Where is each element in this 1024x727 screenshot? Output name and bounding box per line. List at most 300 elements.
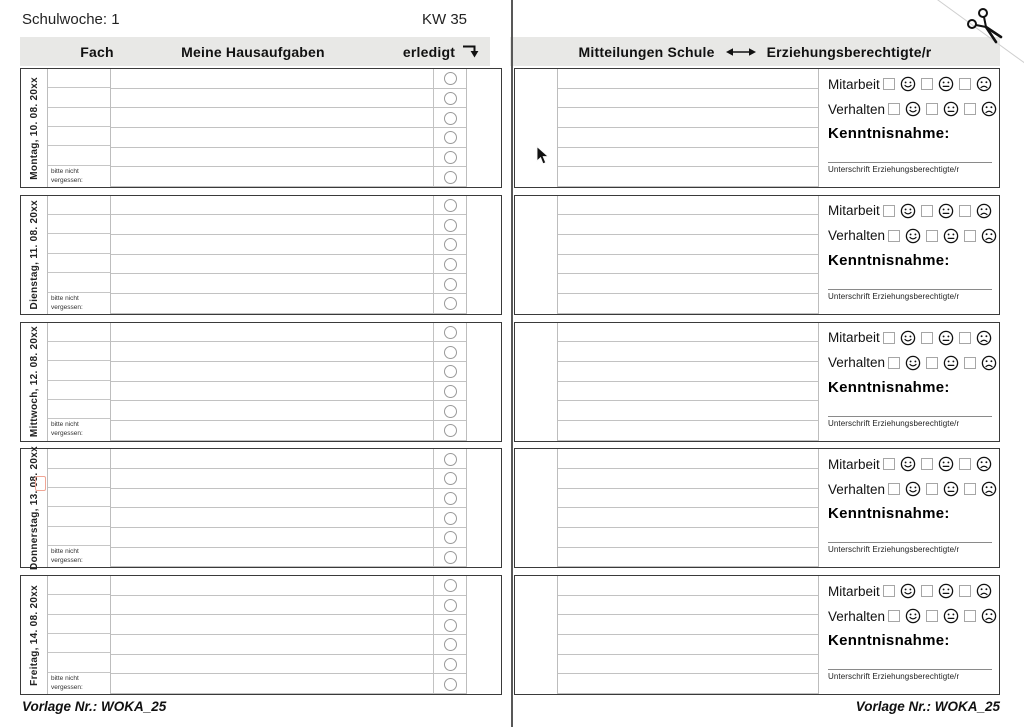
message-line[interactable] [558, 548, 818, 568]
done-cell [434, 362, 466, 382]
margin-column [467, 323, 501, 441]
behavior-neutral-checkbox[interactable] [926, 103, 938, 115]
done-cell [434, 615, 466, 635]
message-line[interactable] [558, 69, 818, 89]
message-line[interactable] [558, 342, 818, 362]
neutral-face-icon [938, 583, 954, 599]
behavior-sad-checkbox[interactable] [964, 230, 976, 242]
happy-face-icon [905, 355, 921, 371]
day-label: Dienstag, 11. 08. 20xx [28, 200, 40, 310]
done-circle[interactable] [444, 405, 457, 418]
participation-sad-checkbox[interactable] [959, 332, 971, 344]
done-circle[interactable] [444, 346, 457, 359]
behavior-label: Verhalten [828, 101, 886, 117]
assessment-panel [818, 576, 999, 694]
homework-line[interactable] [111, 108, 433, 128]
behavior-row [828, 227, 997, 245]
happy-face-icon [900, 76, 916, 92]
behavior-sad-checkbox[interactable] [964, 483, 976, 495]
day-label-cell [21, 69, 48, 187]
reminder-line2: vergessen: [51, 683, 83, 691]
homework-line[interactable] [111, 576, 433, 596]
homework-line[interactable] [111, 294, 433, 314]
message-line[interactable] [558, 128, 818, 148]
subject-cell[interactable] [48, 615, 110, 634]
message-line[interactable] [558, 196, 818, 216]
done-cell [434, 401, 466, 421]
subject-cell[interactable] [48, 507, 110, 526]
homework-line[interactable] [111, 489, 433, 509]
participation-happy-checkbox[interactable] [883, 585, 895, 597]
message-line[interactable] [558, 635, 818, 655]
homework-line[interactable] [111, 89, 433, 109]
message-line[interactable] [558, 528, 818, 548]
behavior-sad-checkbox[interactable] [964, 357, 976, 369]
homework-line[interactable] [111, 674, 433, 694]
participation-sad-checkbox[interactable] [959, 458, 971, 470]
homework-line[interactable] [111, 615, 433, 635]
behavior-sad-checkbox[interactable] [964, 103, 976, 115]
behavior-sad-checkbox[interactable] [964, 610, 976, 622]
homework-block [20, 446, 502, 571]
subject-cell[interactable] [48, 576, 110, 595]
homework-line[interactable] [111, 215, 433, 235]
done-circle[interactable] [444, 199, 457, 212]
homework-line[interactable] [111, 128, 433, 148]
subject-column [48, 69, 111, 187]
done-circle[interactable] [444, 297, 457, 310]
participation-neutral-checkbox[interactable] [921, 585, 933, 597]
subject-cell[interactable] [48, 234, 110, 253]
behavior-neutral-checkbox[interactable] [926, 230, 938, 242]
day-label: Montag, 10. 08. 20xx [28, 76, 40, 180]
sad-face-icon [981, 355, 997, 371]
participation-happy-checkbox[interactable] [883, 332, 895, 344]
homework-line[interactable] [111, 167, 433, 187]
messages-school-header: Mitteilungen Schule [578, 43, 715, 60]
done-column [433, 576, 467, 694]
done-cell [434, 235, 466, 255]
margin-column [515, 449, 558, 567]
homework-line[interactable] [111, 323, 433, 343]
message-line[interactable] [558, 215, 818, 235]
neutral-face-icon [943, 481, 959, 497]
done-cell [434, 596, 466, 616]
homework-block [20, 195, 502, 315]
message-line[interactable] [558, 596, 818, 616]
participation-sad-checkbox[interactable] [959, 78, 971, 90]
done-circle[interactable] [444, 619, 457, 632]
done-cell [434, 576, 466, 596]
participation-row [828, 582, 992, 600]
done-circle[interactable] [444, 678, 457, 691]
messages-block [514, 68, 1000, 188]
homework-line[interactable] [111, 255, 433, 275]
subject-column [48, 449, 111, 567]
message-line[interactable] [558, 108, 818, 128]
left-header-bar [20, 37, 490, 66]
day-label-cell [21, 446, 48, 571]
homework-line[interactable] [111, 362, 433, 382]
done-circle[interactable] [444, 326, 457, 339]
messages-column [558, 323, 818, 441]
done-cell [434, 674, 466, 694]
subject-cell[interactable] [48, 146, 110, 165]
happy-face-icon [905, 608, 921, 624]
message-line[interactable] [558, 235, 818, 255]
reminder-note [48, 419, 110, 440]
homework-line[interactable] [111, 401, 433, 421]
participation-neutral-checkbox[interactable] [921, 458, 933, 470]
behavior-label: Verhalten [828, 355, 886, 370]
done-cell [434, 548, 466, 568]
fach-header: Fach [80, 43, 114, 60]
day-row [0, 575, 1024, 695]
done-circle[interactable] [444, 579, 457, 592]
behavior-row [828, 354, 997, 372]
done-cell [434, 128, 466, 148]
subject-cell[interactable] [48, 254, 110, 273]
homework-line[interactable] [111, 596, 433, 616]
message-line[interactable] [558, 421, 818, 441]
message-line[interactable] [558, 615, 818, 635]
participation-label: Mitarbeit [828, 76, 880, 92]
message-line[interactable] [558, 255, 818, 275]
done-cell [434, 382, 466, 402]
subject-cell[interactable] [48, 653, 110, 672]
participation-neutral-checkbox[interactable] [921, 205, 933, 217]
subject-column [48, 196, 111, 314]
done-circle[interactable] [444, 658, 457, 671]
acknowledgement-label: Kenntnisnahme: [828, 378, 950, 396]
participation-sad-checkbox[interactable] [959, 585, 971, 597]
homework-column [111, 196, 433, 314]
homework-line[interactable] [111, 196, 433, 216]
homework-line[interactable] [111, 469, 433, 489]
homework-line[interactable] [111, 235, 433, 255]
signature-line[interactable] [828, 162, 992, 163]
subject-column [48, 323, 111, 441]
done-cell [434, 255, 466, 275]
behavior-happy-checkbox[interactable] [888, 483, 900, 495]
done-circle[interactable] [444, 424, 457, 437]
assessment-panel [818, 196, 999, 314]
margin-column [515, 323, 558, 441]
homework-line[interactable] [111, 69, 433, 89]
done-circle[interactable] [444, 365, 457, 378]
participation-neutral-checkbox[interactable] [921, 332, 933, 344]
signature-line[interactable] [828, 542, 992, 543]
subject-cell[interactable] [48, 449, 110, 468]
behavior-row [828, 480, 997, 498]
school-week-label: Schulwoche: 1 [22, 11, 120, 28]
homework-line[interactable] [111, 548, 433, 568]
done-circle[interactable] [444, 512, 457, 525]
done-column [433, 69, 467, 187]
participation-neutral-checkbox[interactable] [921, 78, 933, 90]
homework-line[interactable] [111, 421, 433, 441]
happy-face-icon [900, 583, 916, 599]
message-line[interactable] [558, 148, 818, 168]
neutral-face-icon [938, 203, 954, 219]
message-line[interactable] [558, 469, 818, 489]
done-circle[interactable] [444, 472, 457, 485]
subject-cell[interactable] [48, 381, 110, 400]
message-line[interactable] [558, 489, 818, 509]
day-row [0, 68, 1024, 188]
assessment-panel [818, 449, 999, 567]
left-right-arrow-icon [725, 47, 757, 57]
margin-column [515, 576, 558, 694]
behavior-label: Verhalten [828, 608, 886, 624]
subject-cell[interactable] [48, 127, 110, 146]
done-circle[interactable] [444, 531, 457, 544]
reminder-line2: vergessen: [51, 557, 83, 565]
messages-column [558, 69, 818, 187]
subject-cell[interactable] [48, 323, 110, 342]
done-cell [434, 167, 466, 187]
done-cell [434, 655, 466, 675]
subject-cell[interactable] [48, 527, 110, 546]
homework-column [111, 449, 433, 567]
participation-row [828, 75, 992, 93]
behavior-neutral-checkbox[interactable] [926, 610, 938, 622]
message-line[interactable] [558, 401, 818, 421]
day-label-cell [21, 196, 48, 314]
message-line[interactable] [558, 294, 818, 314]
message-line[interactable] [558, 576, 818, 596]
message-line[interactable] [558, 323, 818, 343]
behavior-neutral-checkbox[interactable] [926, 483, 938, 495]
behavior-neutral-checkbox[interactable] [926, 357, 938, 369]
done-circle[interactable] [444, 219, 457, 232]
participation-label: Mitarbeit [828, 330, 880, 345]
participation-happy-checkbox[interactable] [883, 205, 895, 217]
homework-line[interactable] [111, 635, 433, 655]
participation-happy-checkbox[interactable] [883, 78, 895, 90]
participation-row [828, 202, 992, 220]
margin-column [515, 196, 558, 314]
sad-face-icon [981, 608, 997, 624]
signature-caption: Unterschrift Erziehungsberechtigte/r [828, 165, 960, 174]
homework-column [111, 576, 433, 694]
subject-cell[interactable] [48, 634, 110, 653]
sad-face-icon [976, 330, 992, 346]
acknowledgement-label: Kenntnisnahme: [828, 251, 950, 269]
happy-face-icon [905, 101, 921, 117]
subject-cell[interactable] [48, 469, 110, 488]
reminder-line1: bitte nicht [51, 167, 79, 175]
homework-column [111, 323, 433, 441]
messages-block [514, 322, 1000, 442]
done-cell [434, 469, 466, 489]
happy-face-icon [905, 481, 921, 497]
corner-down-arrow-icon [462, 44, 481, 59]
done-circle[interactable] [444, 92, 457, 105]
subject-cell[interactable] [48, 488, 110, 507]
behavior-happy-checkbox[interactable] [888, 357, 900, 369]
done-circle[interactable] [444, 112, 457, 125]
subject-cell[interactable] [48, 400, 110, 419]
assessment-panel [818, 69, 999, 187]
behavior-happy-checkbox[interactable] [888, 610, 900, 622]
homework-line[interactable] [111, 148, 433, 168]
done-circle[interactable] [444, 131, 457, 144]
subject-cell[interactable] [48, 595, 110, 614]
subject-cell[interactable] [48, 88, 110, 107]
done-circle[interactable] [444, 151, 457, 164]
message-line[interactable] [558, 508, 818, 528]
homework-block [20, 322, 502, 442]
homework-header: Meine Hausaufgaben [181, 43, 325, 60]
day-label: Freitag, 14. 08. 20xx [28, 584, 40, 686]
behavior-label: Verhalten [828, 228, 886, 244]
homework-line[interactable] [111, 449, 433, 469]
behavior-happy-checkbox[interactable] [888, 103, 900, 115]
done-header [382, 37, 502, 66]
done-circle[interactable] [444, 453, 457, 466]
messages-block [514, 448, 1000, 568]
neutral-face-icon [938, 456, 954, 472]
behavior-row [828, 100, 997, 118]
done-circle[interactable] [444, 258, 457, 271]
margin-column [467, 576, 501, 694]
done-circle[interactable] [444, 171, 457, 184]
done-circle[interactable] [444, 238, 457, 251]
neutral-face-icon [943, 355, 959, 371]
message-line[interactable] [558, 655, 818, 675]
done-cell [434, 89, 466, 109]
acknowledgement-label: Kenntnisnahme: [828, 632, 950, 649]
reminder-note [48, 673, 110, 694]
behavior-row [828, 607, 997, 625]
signature-caption: Unterschrift Erziehungsberechtigte/r [828, 545, 960, 555]
signature-caption: Unterschrift Erziehungsberechtigte/r [828, 291, 960, 301]
done-circle[interactable] [444, 551, 457, 564]
participation-row [828, 329, 992, 347]
done-circle[interactable] [444, 278, 457, 291]
margin-column [467, 69, 501, 187]
margin-column [515, 69, 558, 187]
homework-block [20, 575, 502, 695]
done-circle[interactable] [444, 72, 457, 85]
signature-line[interactable] [828, 289, 992, 290]
neutral-face-icon [943, 101, 959, 117]
participation-sad-checkbox[interactable] [959, 205, 971, 217]
done-cell [434, 508, 466, 528]
done-cell [434, 323, 466, 343]
reminder-line1: bitte nicht [51, 421, 79, 429]
day-row [0, 446, 1024, 571]
margin-column [467, 196, 501, 314]
done-cell [434, 489, 466, 509]
happy-face-icon [900, 330, 916, 346]
subject-cell[interactable] [48, 108, 110, 127]
signature-line[interactable] [828, 416, 992, 417]
subject-cell[interactable] [48, 273, 110, 292]
message-line[interactable] [558, 674, 818, 694]
done-cell [434, 215, 466, 235]
subject-cell[interactable] [48, 361, 110, 380]
homework-line[interactable] [111, 655, 433, 675]
assessment-panel [818, 323, 999, 441]
neutral-face-icon [938, 330, 954, 346]
message-line[interactable] [558, 382, 818, 402]
homework-line[interactable] [111, 382, 433, 402]
done-column [433, 196, 467, 314]
edit-marker [35, 476, 46, 491]
neutral-face-icon [943, 228, 959, 244]
day-label: Mittwoch, 12. 08. 20xx [28, 325, 40, 438]
subject-cell[interactable] [48, 196, 110, 215]
sad-face-icon [976, 583, 992, 599]
sad-face-icon [976, 456, 992, 472]
done-circle[interactable] [444, 385, 457, 398]
reminder-line2: vergessen: [51, 176, 83, 184]
sad-face-icon [981, 481, 997, 497]
done-cell [434, 108, 466, 128]
subject-cell[interactable] [48, 69, 110, 88]
message-line[interactable] [558, 449, 818, 469]
behavior-happy-checkbox[interactable] [888, 230, 900, 242]
homework-line[interactable] [111, 508, 433, 528]
template-number-left: Vorlage Nr.: WOKA_25 [22, 699, 167, 714]
done-circle[interactable] [444, 599, 457, 612]
homework-line[interactable] [111, 274, 433, 294]
sad-face-icon [981, 101, 997, 117]
done-cell [434, 274, 466, 294]
done-circle[interactable] [444, 492, 457, 505]
calendar-week-label: KW 35 [421, 11, 467, 28]
messages-parents-header: Erziehungsberechtigte/r [766, 43, 932, 60]
done-cell [434, 635, 466, 655]
participation-happy-checkbox[interactable] [883, 458, 895, 470]
done-cell [434, 196, 466, 216]
messages-column [558, 449, 818, 567]
right-header-bar [510, 37, 1000, 66]
happy-face-icon [905, 228, 921, 244]
happy-face-icon [900, 203, 916, 219]
done-cell [434, 449, 466, 469]
sad-face-icon [981, 228, 997, 244]
message-line[interactable] [558, 274, 818, 294]
subject-cell[interactable] [48, 342, 110, 361]
message-line[interactable] [558, 167, 818, 187]
reminder-line2: vergessen: [51, 430, 83, 438]
acknowledgement-label: Kenntnisnahme: [828, 125, 950, 142]
day-label: Donnerstag, 13. 08. 20xx [28, 446, 40, 571]
subject-cell[interactable] [48, 215, 110, 234]
messages-column [558, 196, 818, 314]
happy-face-icon [900, 456, 916, 472]
done-cell [434, 421, 466, 441]
reminder-line1: bitte nicht [51, 294, 79, 302]
homework-line[interactable] [111, 528, 433, 548]
homework-line[interactable] [111, 342, 433, 362]
reminder-line1: bitte nicht [51, 548, 79, 556]
scissors-icon [960, 1, 1006, 47]
done-circle[interactable] [444, 638, 457, 651]
participation-label: Mitarbeit [828, 203, 880, 219]
behavior-label: Verhalten [828, 481, 886, 497]
message-line[interactable] [558, 362, 818, 382]
margin-column [467, 449, 501, 567]
message-line[interactable] [558, 89, 818, 109]
signature-line[interactable] [828, 669, 992, 670]
day-row [0, 322, 1024, 442]
reminder-note [48, 293, 110, 314]
messages-column [558, 576, 818, 694]
